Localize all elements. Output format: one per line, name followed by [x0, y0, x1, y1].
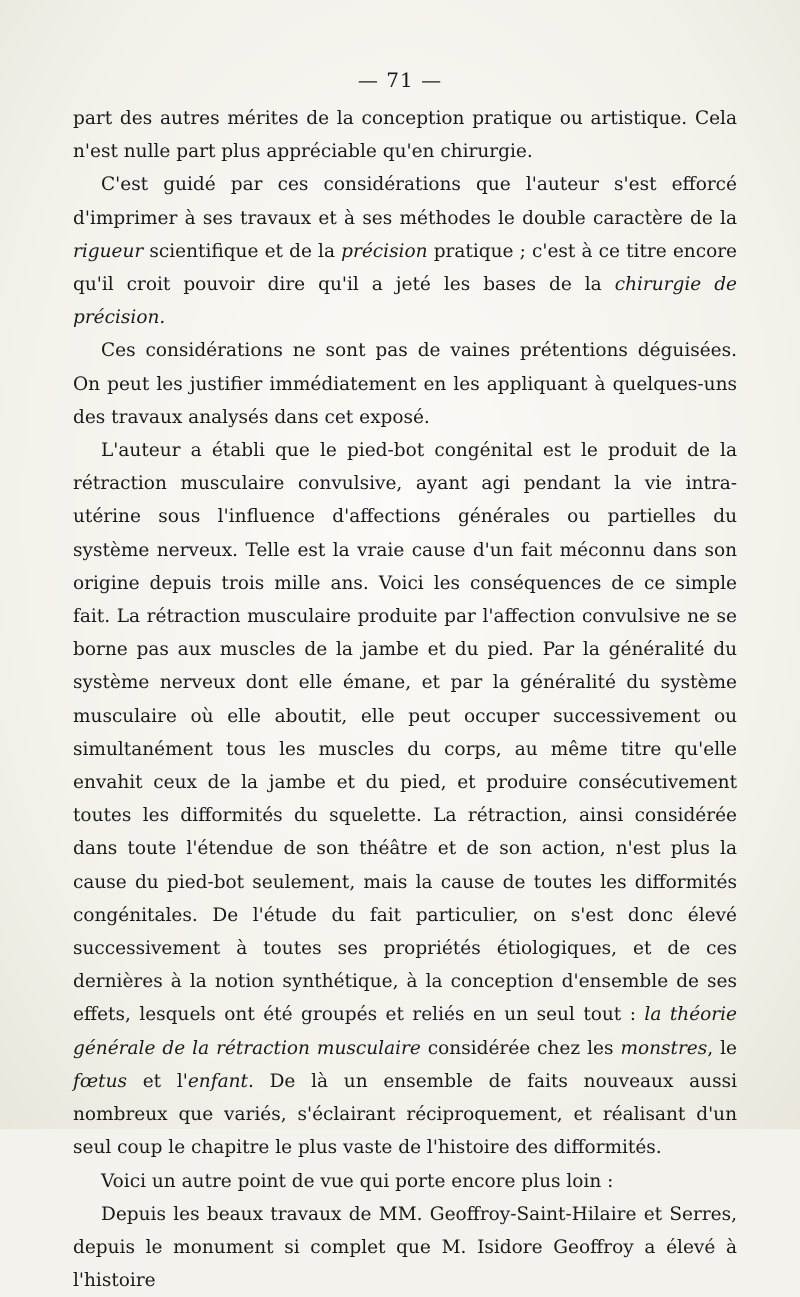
paragraph-p4	[73, 434, 737, 1164]
paragraph-p2	[73, 168, 737, 334]
text-run: , le	[707, 1037, 737, 1059]
text-run: . De là un ensemble de faits nouveaux aussi nombreux que variés, s'éclairant réciproquement, et réalisant d'un seul coup le chapitre le plus vaste de l'histoire des difformités.	[73, 1070, 737, 1159]
text-run: Ces considérations ne sont pas de vaines prétentions déguisées. On peut les justifier immédiatement en les appliquant à quelques-uns des travaux analysés dans cet exposé.	[73, 340, 737, 428]
italic-text: la théorie générale de la rétraction musculaire	[73, 1004, 737, 1059]
paragraph-p5	[73, 1165, 737, 1198]
text-run: scientifique et de la	[143, 240, 342, 262]
text-run: L'auteur a établi que le pied-bot congénital est le produit de la rétraction musculaire convulsive, ayant agi pendant la vie intra-utérine sous l'influence d'affections générales ou partielles du système nerveux. Telle est la vraie cause d'un fait méconnu dans son origine depuis trois mille ans. Voici les conséquences de ce simple fait. La rétraction musculaire produite par l'affection convulsive ne se borne pas aux muscles de la jambe et du pied. Par la généralité du système nerveux dont elle émane, et par la généralité du système musculaire où elle aboutit, elle peut occuper successivement ou simultanément tous les muscles du corps, au même titre qu'elle envahit ceux de la jambe et du pied, et produire consécutivement toutes les difformités du squelette. La rétraction, ainsi considérée dans toute l'étendue de son théâtre et de son action, n'est plus la cause du pied-bot seulement, mais la cause de toutes les difformités congénitales. De l'étude du fait particulier, on s'est donc élevé successivement à toutes ses propriétés étiologiques, et de ces dernières à la notion synthétique, à la conception d'ensemble de ses effets, lesquels ont été groupés et reliés en un seul tout :	[73, 440, 737, 1026]
paragraph-p1	[73, 102, 737, 168]
text-run: pratique ; c'est à ce titre encore qu'il croit pouvoir dire qu'il a jeté les bases de la	[73, 240, 738, 296]
paragraph-p6	[73, 1198, 737, 1297]
text-run: considérée chez les	[420, 1037, 621, 1059]
paragraph-p3	[73, 334, 737, 434]
italic-text: enfant	[187, 1070, 248, 1092]
italic-text: monstres	[620, 1037, 708, 1059]
body-text	[73, 102, 737, 1297]
italic-text: rigueur	[73, 240, 144, 262]
italic-text: précision	[341, 240, 428, 262]
text-run: part des autres mérites de la conception pratique ou artistique. Cela n'est nulle part plus appréciable qu'en chirurgie.	[73, 108, 737, 163]
italic-text: fœtus	[73, 1070, 127, 1092]
page-number: — 71 —	[357, 68, 443, 92]
text-run: et l'	[126, 1070, 188, 1092]
text-run: Depuis les beaux travaux de MM. Geoffroy-Saint-Hilaire et Serres, depuis le monument si complet que M. Isidore Geoffroy a élevé à l'histoire	[73, 1203, 737, 1292]
text-run: C'est guidé par ces considérations que l'auteur s'est efforcé d'imprimer à ses travaux et à ses méthodes le double caractère de la	[73, 174, 737, 229]
italic-text: chirurgie de précision.	[73, 274, 737, 329]
text-run: Voici un autre point de vue qui porte encore plus loin :	[101, 1170, 614, 1192]
